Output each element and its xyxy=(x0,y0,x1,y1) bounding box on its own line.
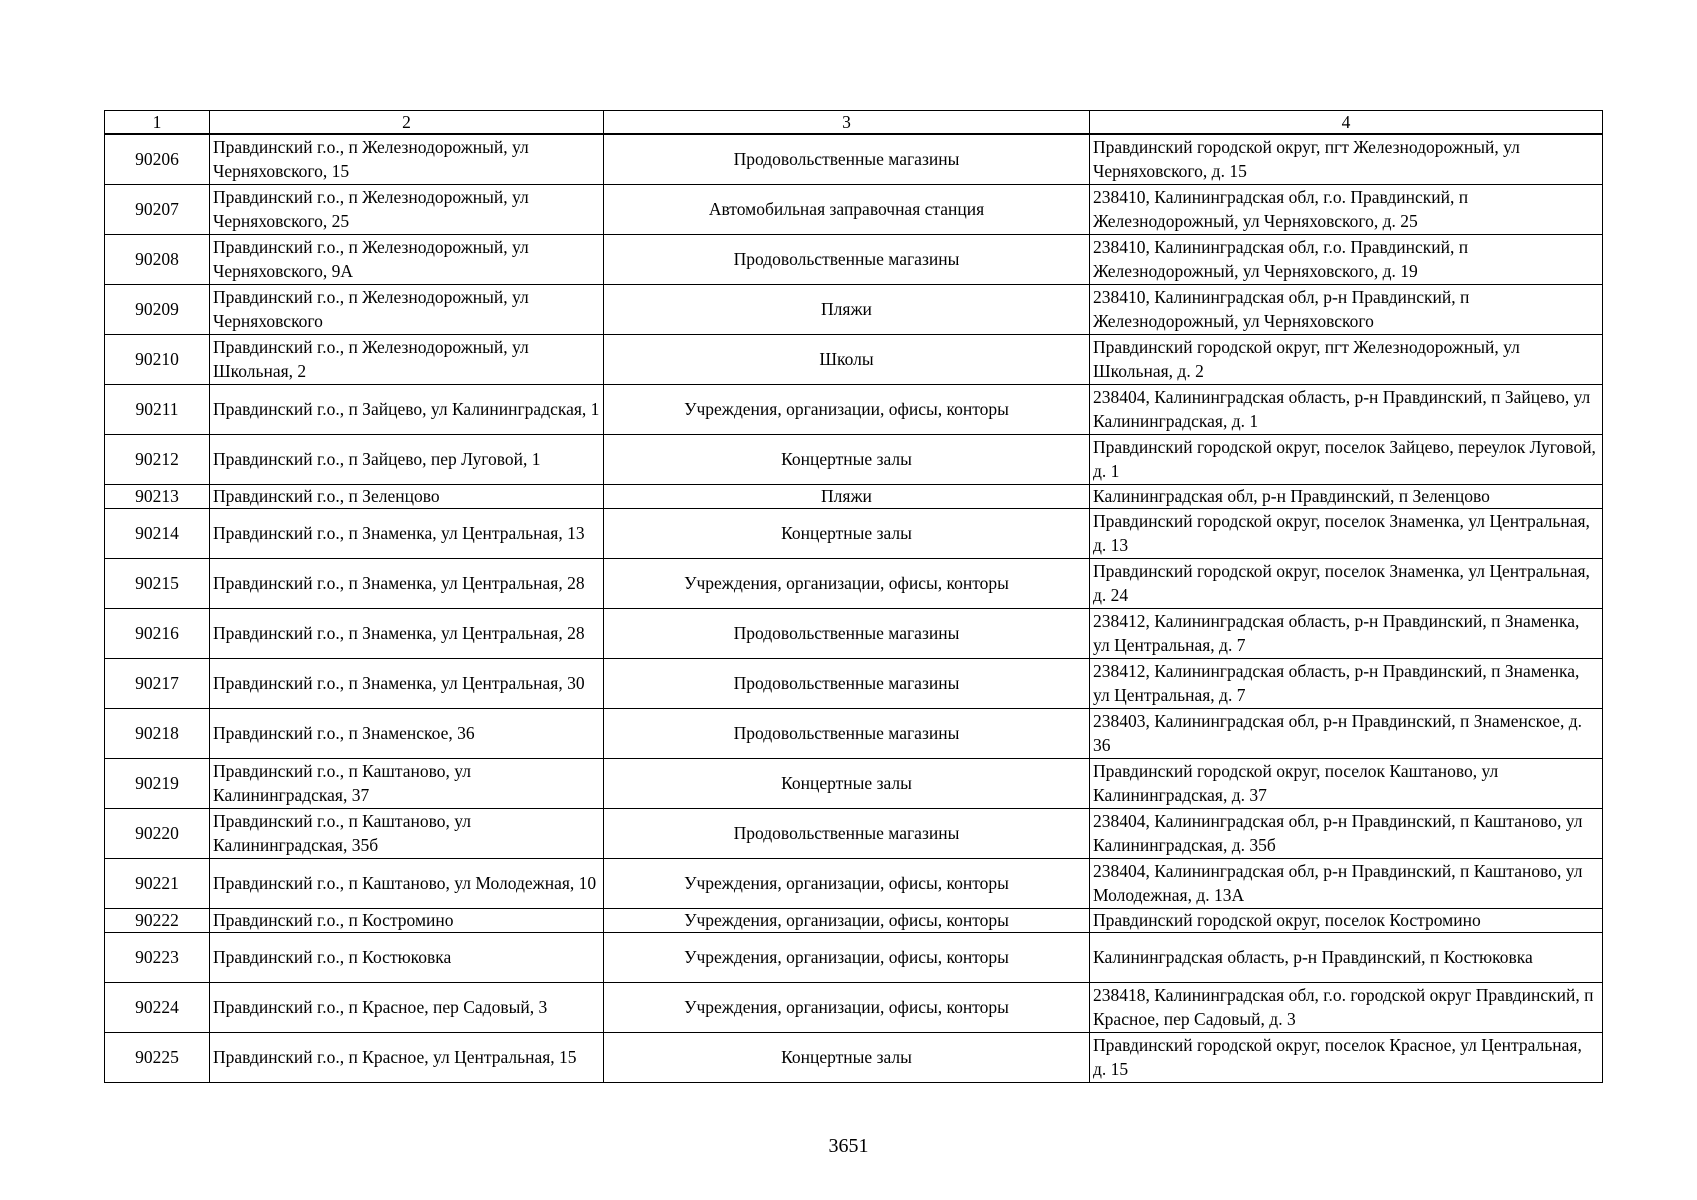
table-row xyxy=(105,908,1603,932)
record-code-cell: 90214 xyxy=(105,508,210,558)
table-row xyxy=(105,808,1603,858)
record-code-cell: 90225 xyxy=(105,1032,210,1082)
object-type-cell: Продовольственные магазины xyxy=(604,234,1090,284)
table-row xyxy=(105,284,1603,334)
record-code-cell: 90218 xyxy=(105,708,210,758)
table-row xyxy=(105,334,1603,384)
object-type-cell: Пляжи xyxy=(604,284,1090,334)
table-row xyxy=(105,608,1603,658)
column-header-3: 3 xyxy=(604,111,1090,135)
object-type-cell: Продовольственные магазины xyxy=(604,134,1090,184)
short-address-cell: Правдинский г.о., п Костромино xyxy=(210,908,604,932)
record-code-cell: 90223 xyxy=(105,932,210,982)
record-code-cell: 90212 xyxy=(105,434,210,484)
table-row xyxy=(105,558,1603,608)
short-address-cell: Правдинский г.о., п Каштаново, ул Молодежная, 10 xyxy=(210,858,604,908)
object-type-cell: Пляжи xyxy=(604,484,1090,508)
object-type-cell: Концертные залы xyxy=(604,434,1090,484)
record-code-cell: 90207 xyxy=(105,184,210,234)
short-address-cell: Правдинский г.о., п Железнодорожный, ул Черняховского, 15 xyxy=(210,134,604,184)
short-address-cell: Правдинский г.о., п Каштаново, ул Калининградская, 35б xyxy=(210,808,604,858)
table-row xyxy=(105,758,1603,808)
full-address-cell: 238404, Калининградская обл, р-н Правдинский, п Каштаново, ул Молодежная, д. 13А xyxy=(1090,858,1603,908)
table-row xyxy=(105,184,1603,234)
full-address-cell: Правдинский городской округ, поселок Зайцево, переулок Луговой, д. 1 xyxy=(1090,434,1603,484)
short-address-cell: Правдинский г.о., п Зайцево, пер Луговой, 1 xyxy=(210,434,604,484)
full-address-cell: 238403, Калининградская обл, р-н Правдинский, п Знаменское, д. 36 xyxy=(1090,708,1603,758)
record-code-cell: 90208 xyxy=(105,234,210,284)
short-address-cell: Правдинский г.о., п Железнодорожный, ул Черняховского, 9А xyxy=(210,234,604,284)
table-row xyxy=(105,932,1603,982)
column-header-1: 1 xyxy=(105,111,210,135)
record-code-cell: 90224 xyxy=(105,982,210,1032)
table-row xyxy=(105,858,1603,908)
table-header-row xyxy=(105,111,1603,135)
full-address-cell: 238410, Калининградская обл, р-н Правдинский, п Железнодорожный, ул Черняховского xyxy=(1090,284,1603,334)
record-code-cell: 90209 xyxy=(105,284,210,334)
record-code-cell: 90216 xyxy=(105,608,210,658)
full-address-cell: Правдинский городской округ, пгт Железнодорожный, ул Черняховского, д. 15 xyxy=(1090,134,1603,184)
table-row xyxy=(105,434,1603,484)
object-type-cell: Учреждения, организации, офисы, конторы xyxy=(604,558,1090,608)
table-row xyxy=(105,484,1603,508)
full-address-cell: Правдинский городской округ, поселок Красное, ул Центральная, д. 15 xyxy=(1090,1032,1603,1082)
record-code-cell: 90211 xyxy=(105,384,210,434)
record-code-cell: 90213 xyxy=(105,484,210,508)
full-address-cell: 238412, Калининградская область, р-н Правдинский, п Знаменка, ул Центральная, д. 7 xyxy=(1090,658,1603,708)
full-address-cell: 238404, Калининградская обл, р-н Правдинский, п Каштаново, ул Калининградская, д. 35б xyxy=(1090,808,1603,858)
object-type-cell: Школы xyxy=(604,334,1090,384)
full-address-cell: 238412, Калининградская область, р-н Правдинский, п Знаменка, ул Центральная, д. 7 xyxy=(1090,608,1603,658)
full-address-cell: 238410, Калининградская обл, г.о. Правдинский, п Железнодорожный, ул Черняховского, д. 25 xyxy=(1090,184,1603,234)
data-table xyxy=(104,110,1603,1083)
short-address-cell: Правдинский г.о., п Железнодорожный, ул Школьная, 2 xyxy=(210,334,604,384)
short-address-cell: Правдинский г.о., п Железнодорожный, ул Черняховского, 25 xyxy=(210,184,604,234)
table-row xyxy=(105,1032,1603,1082)
short-address-cell: Правдинский г.о., п Костюковка xyxy=(210,932,604,982)
object-type-cell: Учреждения, организации, офисы, конторы xyxy=(604,982,1090,1032)
object-type-cell: Учреждения, организации, офисы, конторы xyxy=(604,858,1090,908)
short-address-cell: Правдинский г.о., п Знаменка, ул Центральная, 13 xyxy=(210,508,604,558)
full-address-cell: Правдинский городской округ, поселок Знаменка, ул Центральная, д. 13 xyxy=(1090,508,1603,558)
full-address-cell: 238410, Калининградская обл, г.о. Правдинский, п Железнодорожный, ул Черняховского, д. 19 xyxy=(1090,234,1603,284)
short-address-cell: Правдинский г.о., п Зеленцово xyxy=(210,484,604,508)
table-row xyxy=(105,508,1603,558)
full-address-cell: 238418, Калининградская обл, г.о. городской округ Правдинский, п Красное, пер Садовый, д. 3 xyxy=(1090,982,1603,1032)
short-address-cell: Правдинский г.о., п Красное, ул Центральная, 15 xyxy=(210,1032,604,1082)
record-code-cell: 90219 xyxy=(105,758,210,808)
record-code-cell: 90221 xyxy=(105,858,210,908)
short-address-cell: Правдинский г.о., п Железнодорожный, ул Черняховского xyxy=(210,284,604,334)
record-code-cell: 90215 xyxy=(105,558,210,608)
record-code-cell: 90222 xyxy=(105,908,210,932)
column-header-2: 2 xyxy=(210,111,604,135)
page-number: 3651 xyxy=(828,1135,869,1157)
table-row xyxy=(105,134,1603,184)
short-address-cell: Правдинский г.о., п Зайцево, ул Калининградская, 1 xyxy=(210,384,604,434)
table-row xyxy=(105,384,1603,434)
short-address-cell: Правдинский г.о., п Каштаново, ул Калининградская, 37 xyxy=(210,758,604,808)
table-body xyxy=(105,111,1603,1083)
record-code-cell: 90217 xyxy=(105,658,210,708)
full-address-cell: Правдинский городской округ, пгт Железнодорожный, ул Школьная, д. 2 xyxy=(1090,334,1603,384)
object-type-cell: Учреждения, организации, офисы, конторы xyxy=(604,384,1090,434)
full-address-cell: Правдинский городской округ, поселок Каштаново, ул Калининградская, д. 37 xyxy=(1090,758,1603,808)
object-type-cell: Продовольственные магазины xyxy=(604,658,1090,708)
record-code-cell: 90220 xyxy=(105,808,210,858)
short-address-cell: Правдинский г.о., п Знаменка, ул Центральная, 30 xyxy=(210,658,604,708)
record-code-cell: 90206 xyxy=(105,134,210,184)
full-address-cell: Калининградская обл, р-н Правдинский, п Зеленцово xyxy=(1090,484,1603,508)
table-row xyxy=(105,658,1603,708)
object-type-cell: Продовольственные магазины xyxy=(604,608,1090,658)
short-address-cell: Правдинский г.о., п Знаменка, ул Центральная, 28 xyxy=(210,608,604,658)
column-header-4: 4 xyxy=(1090,111,1603,135)
object-type-cell: Концертные залы xyxy=(604,1032,1090,1082)
full-address-cell: Калининградская область, р-н Правдинский, п Костюковка xyxy=(1090,932,1603,982)
object-type-cell: Концертные залы xyxy=(604,508,1090,558)
table-row xyxy=(105,708,1603,758)
object-type-cell: Автомобильная заправочная станция xyxy=(604,184,1090,234)
table-row xyxy=(105,982,1603,1032)
object-type-cell: Учреждения, организации, офисы, конторы xyxy=(604,908,1090,932)
short-address-cell: Правдинский г.о., п Красное, пер Садовый, 3 xyxy=(210,982,604,1032)
full-address-cell: 238404, Калининградская область, р-н Правдинский, п Зайцево, ул Калининградская, д. 1 xyxy=(1090,384,1603,434)
full-address-cell: Правдинский городской округ, поселок Знаменка, ул Центральная, д. 24 xyxy=(1090,558,1603,608)
object-type-cell: Продовольственные магазины xyxy=(604,708,1090,758)
record-code-cell: 90210 xyxy=(105,334,210,384)
short-address-cell: Правдинский г.о., п Знаменка, ул Центральная, 28 xyxy=(210,558,604,608)
table-row xyxy=(105,234,1603,284)
object-type-cell: Продовольственные магазины xyxy=(604,808,1090,858)
full-address-cell: Правдинский городской округ, поселок Костромино xyxy=(1090,908,1603,932)
object-type-cell: Учреждения, организации, офисы, конторы xyxy=(604,932,1090,982)
short-address-cell: Правдинский г.о., п Знаменское, 36 xyxy=(210,708,604,758)
object-type-cell: Концертные залы xyxy=(604,758,1090,808)
